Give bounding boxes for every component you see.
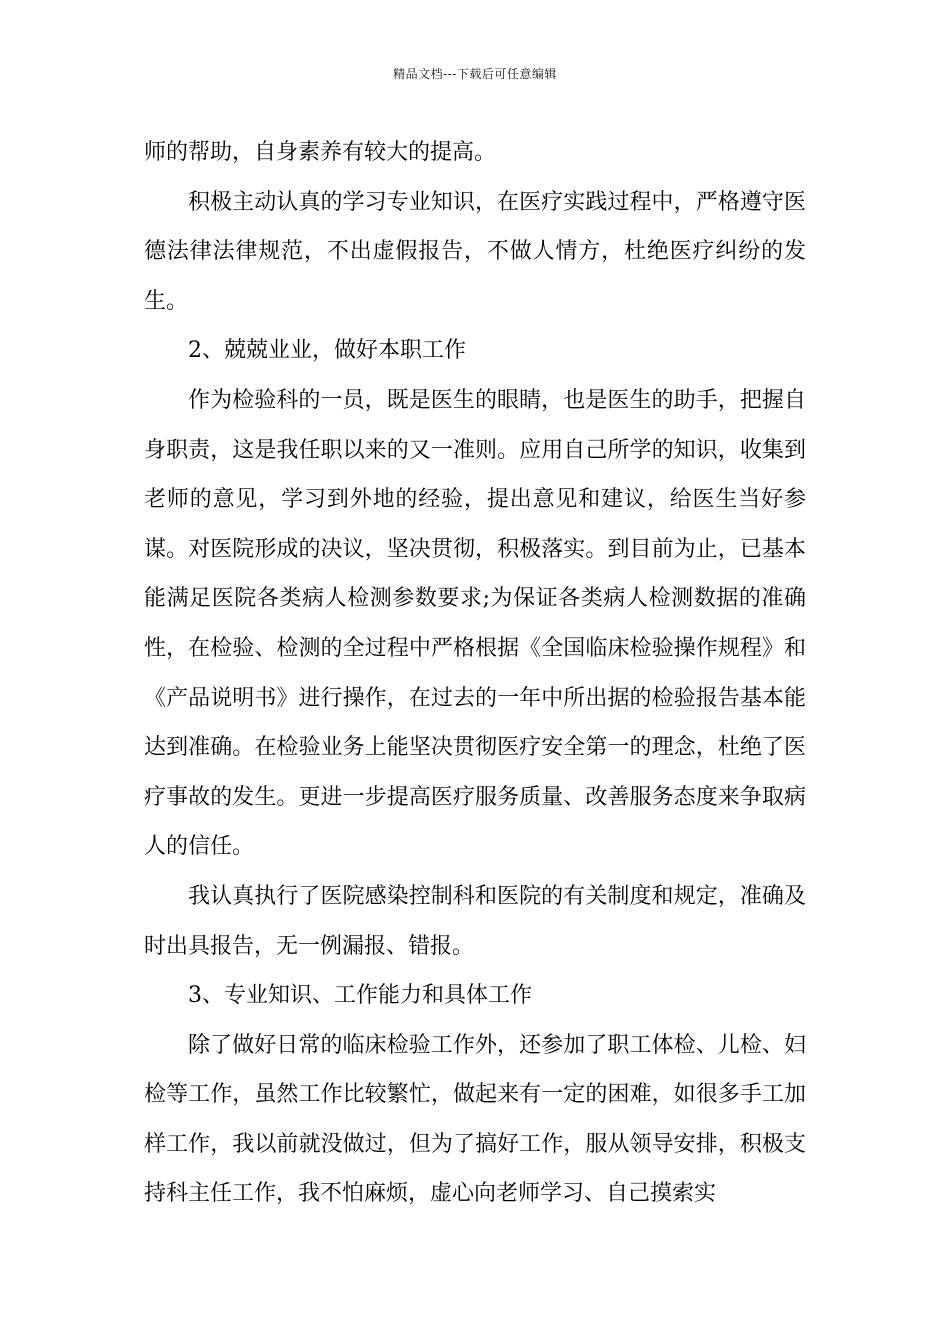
document-body bbox=[144, 128, 806, 1219]
paragraph-continued: 师的帮助，自身素养有较大的提高。 bbox=[144, 140, 497, 165]
section-heading-3: 3、专业知识、工作能力和具体工作 bbox=[188, 983, 532, 1009]
section-heading-2: 2、兢兢业业，做好本职工作 bbox=[188, 338, 466, 364]
paragraph-daily-work: 除了做好日常的临床检验工作外，还参加了职工体检、儿检、妇检等工作，虽然工作比较繁忙，做起来有一定的困难，如很多手工加样工作，我以前就没做过，但为了搞好工作，服从领导安排，积极支持科主任工作，我不怕麻烦，虚心向老师学习、自己摸索实 bbox=[144, 1032, 806, 1207]
paragraph-duties: 作为检验科的一员，既是医生的眼睛，也是医生的助手，把握自身职责，这是我任职以来的又一准则。应用自己所学的知识，收集到老师的意见，学习到外地的经验，提出意见和建议，给医生当好参谋。对医院形成的决议，坚决贯彻，积极落实。到目前为止，已基本能满足医院各类病人检测参数要求;为保证各类病人检测数据的准确性，在检验、检测的全过程中严格根据《全国临床检验操作规程》和《产品说明书》进行操作，在过去的一年中所出据的检验报告基本能达到准确。在检验业务上能坚决贯彻医疗安全第一的理念，杜绝了医疗事故的发生。更进一步提高医疗服务质量、改善服务态度来争取病人的信任。 bbox=[144, 387, 806, 860]
page-header: 精品文档---下载后可任意编辑 bbox=[393, 67, 557, 81]
paragraph-infection-control: 我认真执行了医院感染控制科和医院的有关制度和规定，准确及时出具报告，无一例漏报、错报。 bbox=[144, 883, 806, 959]
paragraph-study: 积极主动认真的学习专业知识，在医疗实践过程中，严格遵守医德法律法律规范，不出虚假报告，不做人情方，杜绝医疗纠纷的发生。 bbox=[144, 189, 806, 314]
